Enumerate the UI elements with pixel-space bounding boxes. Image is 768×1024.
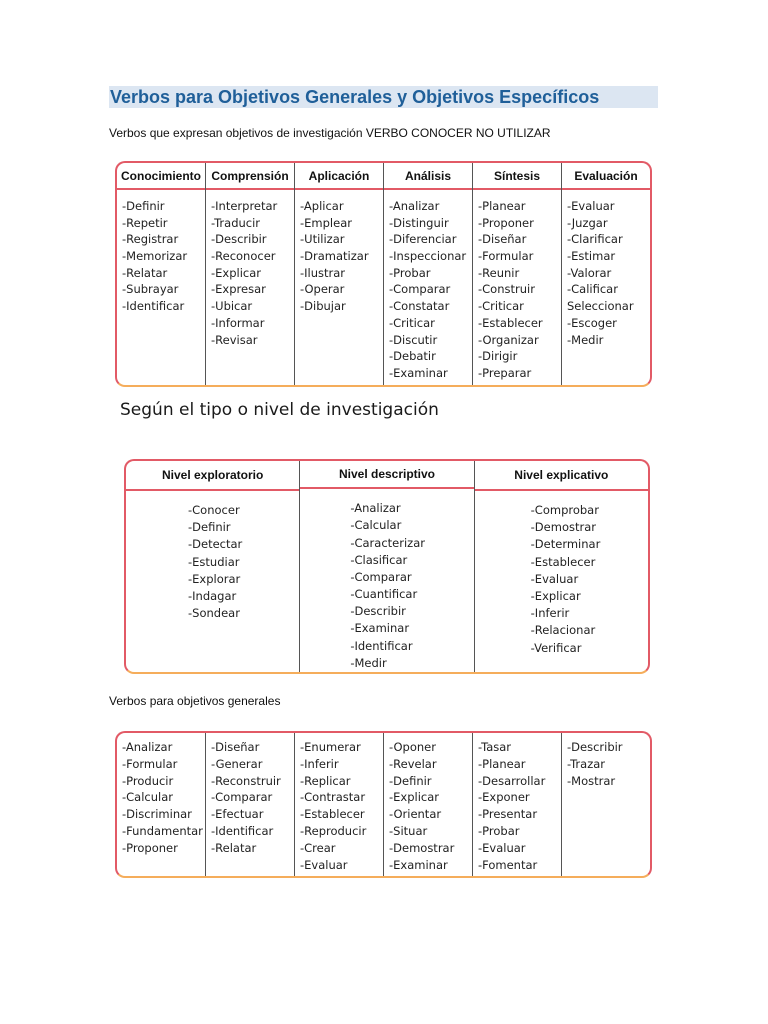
research-level-table	[124, 459, 650, 674]
verb-item: -Analizar	[389, 199, 440, 213]
verb-item: -Interpretar	[211, 199, 278, 213]
verb-item: -Relatar	[211, 840, 257, 855]
verb-item: -Juzgar	[567, 215, 608, 230]
verb-item: -Determinar	[530, 537, 601, 552]
verb-item: -Establecer	[478, 315, 543, 330]
verb-item: -Describir	[211, 232, 267, 247]
verb-item: -Analizar	[350, 501, 401, 516]
table-column	[126, 461, 300, 672]
verb-item: -Expresar	[211, 282, 266, 297]
column-header: Conocimiento	[117, 163, 205, 190]
verb-item: -Situar	[389, 823, 428, 838]
verb-item: -Diferenciar	[389, 232, 457, 247]
verb-item: -Proponer	[478, 215, 534, 230]
table-column	[295, 733, 384, 876]
verb-item: -Generar	[211, 756, 263, 771]
document-title: Verbos para Objetivos Generales y Objetivos Específicos	[109, 86, 658, 108]
verb-item: -Definir	[389, 773, 432, 788]
verb-item: -Enumerar	[300, 740, 361, 754]
verb-item: -Dibujar	[300, 299, 346, 314]
verb-item: -Construir	[478, 282, 535, 297]
verb-item: -Caracterizar	[350, 535, 425, 550]
verb-list	[295, 733, 383, 873]
verb-item: -Establecer	[530, 554, 596, 569]
verb-item: -Fomentar	[478, 857, 538, 872]
verb-list	[206, 190, 294, 348]
verb-item: -Traducir	[211, 215, 261, 230]
column-header: Nivel explicativo	[475, 461, 648, 491]
verb-list	[126, 491, 299, 622]
verb-item: -Inferir	[530, 606, 570, 621]
verb-item: -Diseñar	[478, 232, 527, 247]
verb-item: -Criticar	[389, 315, 435, 330]
verb-item: -Conocer	[188, 503, 240, 517]
verb-item: -Inspeccionar	[389, 249, 467, 264]
verb-item: -Desarrollar	[478, 773, 546, 788]
verb-item: -Operar	[300, 282, 345, 297]
verb-list	[206, 733, 294, 857]
verb-item: -Explicar	[530, 588, 581, 603]
verb-item: -Verificar	[530, 640, 582, 655]
verb-item: -Medir	[567, 332, 604, 347]
verb-item: -Revisar	[211, 332, 258, 347]
verb-item: -Proponer	[122, 840, 178, 855]
verb-item: -Examinar	[389, 857, 448, 872]
verb-item: -Comparar	[389, 282, 451, 297]
verb-item: -Reconocer	[211, 249, 276, 264]
verb-item: -Ilustrar	[300, 265, 346, 280]
verb-item: -Orientar	[389, 807, 442, 822]
verb-item: -Reproducir	[300, 823, 367, 838]
verb-item: -Evaluar	[567, 199, 615, 213]
verb-list	[473, 190, 561, 382]
verb-item: -Informar	[211, 315, 265, 330]
verb-list	[117, 190, 205, 315]
verb-item: -Fundamentar	[122, 823, 203, 838]
verb-item: -Repetir	[122, 215, 168, 230]
table-column	[475, 461, 648, 672]
table-column	[473, 733, 562, 876]
verb-item: -Definir	[122, 199, 165, 213]
verb-list	[473, 733, 561, 873]
verb-item: -Discriminar	[122, 807, 192, 822]
table-column	[295, 163, 384, 385]
verb-item: -Registrar	[122, 232, 179, 247]
column-header: Evaluación	[562, 163, 650, 190]
column-header: Síntesis	[473, 163, 561, 190]
verb-item: -Identificar	[211, 823, 274, 838]
verb-item: -Replicar	[300, 773, 351, 788]
verb-item: -Comprobar	[530, 503, 599, 517]
verb-item: -Explorar	[188, 571, 241, 586]
verb-item: -Mostrar	[567, 773, 616, 788]
verb-item: -Medir	[350, 655, 387, 670]
verb-item: -Evaluar	[478, 840, 526, 855]
verb-item: -Explicar	[211, 265, 262, 280]
verb-item: -Planear	[478, 756, 526, 771]
verb-item: -Tasar	[478, 740, 512, 754]
verb-item: -Comparar	[350, 569, 412, 584]
verb-item: -Indagar	[188, 588, 237, 603]
table-column	[206, 163, 295, 385]
table-column	[562, 163, 650, 385]
verb-item: -Oponer	[389, 740, 436, 754]
verb-item: -Escoger	[567, 315, 617, 330]
verb-item: Seleccionar	[567, 299, 634, 314]
verb-item: -Describir	[350, 604, 406, 619]
verb-item: -Diseñar	[211, 740, 260, 754]
verb-item: -Criticar	[478, 299, 524, 314]
verb-item: -Demostrar	[530, 520, 596, 535]
table-column	[117, 733, 206, 876]
verb-item: -Crear	[300, 840, 336, 855]
verb-item: -Reunir	[478, 265, 520, 280]
verb-item: -Planear	[478, 199, 526, 213]
verb-item: -Clarificar	[567, 232, 623, 247]
verb-item: -Cuantificar	[350, 587, 418, 602]
verb-item: -Identificar	[122, 299, 185, 314]
verb-item: -Sondear	[188, 606, 240, 621]
general-objectives-table	[115, 731, 652, 878]
intro-paragraph: Verbos que expresan objetivos de investigación VERBO CONOCER NO UTILIZAR	[109, 126, 551, 140]
verb-list	[300, 489, 473, 672]
verb-item: -Evaluar	[300, 857, 348, 872]
verb-item: -Producir	[122, 773, 174, 788]
verb-item: -Preparar	[478, 365, 532, 380]
verb-item: -Ubicar	[211, 299, 253, 314]
verb-item: -Describir	[567, 740, 623, 754]
verb-item: -Formular	[122, 756, 178, 771]
verb-item: -Definir	[188, 520, 231, 535]
verb-item: -Trazar	[567, 756, 606, 771]
table-column	[384, 733, 473, 876]
section-heading: Según el tipo o nivel de investigación	[120, 400, 439, 420]
verb-item: -Calificar	[567, 282, 618, 297]
verb-item: -Calcular	[350, 518, 402, 533]
verb-item: -Explicar	[389, 790, 440, 805]
verb-item: -Examinar	[350, 621, 410, 636]
table-column	[473, 163, 562, 385]
verb-item: -Aplicar	[300, 199, 344, 213]
verb-item: -Estudiar	[188, 554, 240, 569]
verb-item: -Constatar	[389, 299, 450, 314]
column-header: Comprensión	[206, 163, 294, 190]
verb-item: -Examinar	[389, 365, 448, 380]
verb-list	[475, 491, 648, 657]
verb-item: -Dramatizar	[300, 249, 369, 264]
bloom-verbs-table	[115, 161, 652, 387]
verb-item: -Probar	[478, 823, 520, 838]
verb-item: -Establecer	[300, 807, 365, 822]
verb-item: -Discutir	[389, 332, 438, 347]
verb-item: -Relacionar	[530, 623, 596, 638]
table-column	[206, 733, 295, 876]
verb-item: -Contrastar	[300, 790, 366, 805]
verb-item: -Efectuar	[211, 807, 264, 822]
column-header: Aplicación	[295, 163, 383, 190]
verb-item: -Evaluar	[530, 571, 579, 586]
verb-item: -Utilizar	[300, 232, 345, 247]
verb-item: -Relatar	[122, 265, 168, 280]
verb-item: -Detectar	[188, 537, 243, 552]
verb-item: -Identificar	[350, 638, 413, 653]
verb-list	[384, 733, 472, 873]
verb-item: -Distinguir	[389, 215, 449, 230]
verb-item: -Memorizar	[122, 249, 188, 264]
verb-item: -Revelar	[389, 756, 437, 771]
verb-item: -Valorar	[567, 265, 612, 280]
table-column	[384, 163, 473, 385]
verb-item: -Formular	[478, 249, 534, 264]
verb-item: -Comparar	[211, 790, 273, 805]
verb-list	[117, 733, 205, 857]
verb-item: -Organizar	[478, 332, 539, 347]
verb-item: -Debatir	[389, 349, 436, 364]
general-objectives-heading: Verbos para objetivos generales	[109, 694, 281, 708]
verb-item: -Subrayar	[122, 282, 179, 297]
verb-item: -Calcular	[122, 790, 174, 805]
verb-item: -Inferir	[300, 756, 339, 771]
verb-item: -Clasificar	[350, 552, 408, 567]
column-header: Análisis	[384, 163, 472, 190]
verb-item: -Analizar	[122, 740, 173, 754]
verb-list	[562, 733, 650, 789]
table-column	[117, 163, 206, 385]
verb-item: -Dirigir	[478, 349, 518, 364]
verb-item: -Presentar	[478, 807, 538, 822]
verb-item: -Exponer	[478, 790, 530, 805]
verb-list	[384, 190, 472, 382]
column-header: Nivel descriptivo	[300, 461, 473, 489]
verb-item: -Estimar	[567, 249, 616, 264]
column-header: Nivel exploratorio	[126, 461, 299, 491]
verb-item: -Emplear	[300, 215, 352, 230]
table-column	[300, 461, 474, 672]
verb-item: -Demostrar	[389, 840, 455, 855]
verb-item: -Reconstruir	[211, 773, 281, 788]
verb-list	[295, 190, 383, 315]
verb-item: -Probar	[389, 265, 431, 280]
verb-list	[562, 190, 650, 348]
table-column	[562, 733, 650, 876]
